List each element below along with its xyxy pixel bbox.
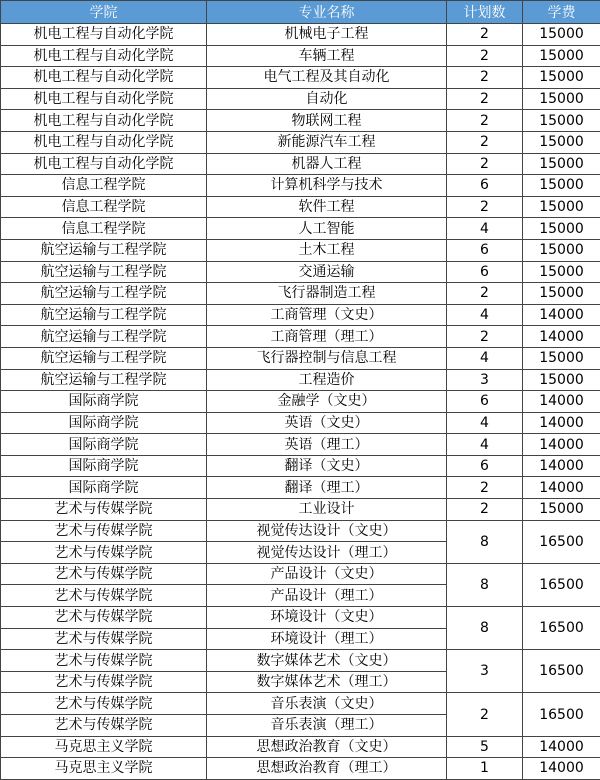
plan-cell-merged: 8	[447, 520, 523, 563]
plan-cell: 1	[447, 758, 523, 780]
table-row	[1, 67, 600, 89]
major-cell: 翻译（理工）	[207, 477, 447, 499]
table-row	[1, 369, 600, 391]
fee-cell: 15000	[523, 261, 600, 283]
college-cell: 信息工程学院	[1, 218, 207, 240]
major-cell: 新能源汽车工程	[207, 131, 447, 153]
fee-cell: 15000	[523, 196, 600, 218]
table-row	[1, 347, 600, 369]
fee-cell: 14000	[523, 412, 600, 434]
major-cell: 工程造价	[207, 369, 447, 391]
plan-cell: 2	[447, 24, 523, 46]
plan-cell-merged: 8	[447, 607, 523, 650]
major-cell: 交通运输	[207, 261, 447, 283]
major-cell: 音乐表演（理工）	[207, 715, 447, 737]
major-cell: 金融学（文史）	[207, 391, 447, 413]
plan-cell: 6	[447, 455, 523, 477]
plan-cell: 4	[447, 218, 523, 240]
college-cell: 艺术与传媒学院	[1, 520, 207, 542]
fee-cell: 14000	[523, 326, 600, 348]
college-cell: 机电工程与自动化学院	[1, 110, 207, 132]
table-row	[1, 326, 600, 348]
plan-cell: 2	[447, 88, 523, 110]
fee-cell: 14000	[523, 736, 600, 758]
college-cell: 艺术与传媒学院	[1, 607, 207, 629]
plan-cell: 6	[447, 239, 523, 261]
college-cell: 航空运输与工程学院	[1, 369, 207, 391]
major-cell: 翻译（文史）	[207, 455, 447, 477]
plan-cell-merged: 2	[447, 693, 523, 736]
college-cell: 艺术与传媒学院	[1, 585, 207, 607]
plan-cell: 2	[447, 283, 523, 305]
fee-cell: 15000	[523, 131, 600, 153]
fee-cell: 15000	[523, 45, 600, 67]
major-cell: 飞行器制造工程	[207, 283, 447, 305]
table-row	[1, 520, 600, 542]
major-cell: 计算机科学与技术	[207, 175, 447, 197]
plan-cell: 2	[447, 326, 523, 348]
college-cell: 国际商学院	[1, 477, 207, 499]
college-cell: 艺术与传媒学院	[1, 715, 207, 737]
college-cell: 机电工程与自动化学院	[1, 24, 207, 46]
college-cell: 信息工程学院	[1, 175, 207, 197]
major-cell: 工业设计	[207, 499, 447, 521]
table-row	[1, 283, 600, 305]
college-cell: 航空运输与工程学院	[1, 326, 207, 348]
table-row	[1, 88, 600, 110]
fee-cell: 14000	[523, 455, 600, 477]
plan-cell: 6	[447, 391, 523, 413]
table-header	[1, 1, 600, 24]
plan-cell: 2	[447, 196, 523, 218]
plan-cell: 2	[447, 110, 523, 132]
header-college: 学院	[1, 1, 207, 24]
plan-cell: 3	[447, 369, 523, 391]
plan-cell: 4	[447, 304, 523, 326]
college-cell: 艺术与传媒学院	[1, 563, 207, 585]
major-cell: 电气工程及其自动化	[207, 67, 447, 89]
fee-cell: 15000	[523, 67, 600, 89]
table-body	[1, 24, 600, 780]
college-cell: 艺术与传媒学院	[1, 628, 207, 650]
major-cell: 物联网工程	[207, 110, 447, 132]
fee-cell: 15000	[523, 153, 600, 175]
fee-cell: 14000	[523, 434, 600, 456]
table-row	[1, 175, 600, 197]
table-row	[1, 391, 600, 413]
major-cell: 数字媒体艺术（文史）	[207, 650, 447, 672]
fee-cell: 15000	[523, 110, 600, 132]
plan-cell: 2	[447, 477, 523, 499]
major-cell: 机器人工程	[207, 153, 447, 175]
major-cell: 环境设计（理工）	[207, 628, 447, 650]
table-row	[1, 499, 600, 521]
college-cell: 艺术与传媒学院	[1, 693, 207, 715]
table-row	[1, 45, 600, 67]
fee-cell: 15000	[523, 499, 600, 521]
college-cell: 航空运输与工程学院	[1, 239, 207, 261]
college-cell: 国际商学院	[1, 412, 207, 434]
college-cell: 机电工程与自动化学院	[1, 45, 207, 67]
college-cell: 马克思主义学院	[1, 736, 207, 758]
plan-cell: 2	[447, 45, 523, 67]
table-row	[1, 412, 600, 434]
table-row	[1, 607, 600, 629]
header-plan: 计划数	[447, 1, 523, 24]
major-cell: 环境设计（文史）	[207, 607, 447, 629]
fee-cell: 15000	[523, 24, 600, 46]
fee-cell: 14000	[523, 477, 600, 499]
college-cell: 艺术与传媒学院	[1, 650, 207, 672]
college-cell: 航空运输与工程学院	[1, 347, 207, 369]
plan-cell: 2	[447, 67, 523, 89]
fee-cell: 15000	[523, 283, 600, 305]
college-cell: 国际商学院	[1, 391, 207, 413]
major-cell: 软件工程	[207, 196, 447, 218]
college-cell: 航空运输与工程学院	[1, 283, 207, 305]
major-cell: 工商管理（文史）	[207, 304, 447, 326]
fee-cell-merged: 16500	[523, 563, 600, 606]
plan-cell-merged: 3	[447, 650, 523, 693]
table-row	[1, 110, 600, 132]
table-row	[1, 650, 600, 672]
major-cell: 产品设计（文史）	[207, 563, 447, 585]
fee-cell-merged: 16500	[523, 650, 600, 693]
table-row	[1, 131, 600, 153]
major-cell: 工商管理（理工）	[207, 326, 447, 348]
plan-cell: 6	[447, 175, 523, 197]
college-cell: 航空运输与工程学院	[1, 261, 207, 283]
table-row	[1, 261, 600, 283]
major-cell: 车辆工程	[207, 45, 447, 67]
table-row	[1, 196, 600, 218]
college-cell: 马克思主义学院	[1, 758, 207, 780]
college-cell: 艺术与传媒学院	[1, 671, 207, 693]
fee-cell: 15000	[523, 239, 600, 261]
major-cell: 数字媒体艺术（理工）	[207, 671, 447, 693]
table-row	[1, 736, 600, 758]
plan-cell: 6	[447, 261, 523, 283]
table-row	[1, 477, 600, 499]
plan-cell: 5	[447, 736, 523, 758]
plan-cell: 2	[447, 153, 523, 175]
major-cell: 机械电子工程	[207, 24, 447, 46]
plan-cell: 4	[447, 434, 523, 456]
header-major: 专业名称	[207, 1, 447, 24]
major-cell: 思想政治教育（理工）	[207, 758, 447, 780]
header-fee: 学费	[523, 1, 600, 24]
fee-cell: 14000	[523, 758, 600, 780]
major-cell: 思想政治教育（文史）	[207, 736, 447, 758]
plan-cell: 4	[447, 412, 523, 434]
table-row	[1, 24, 600, 46]
major-cell: 产品设计（理工）	[207, 585, 447, 607]
table-row	[1, 304, 600, 326]
major-cell: 飞行器控制与信息工程	[207, 347, 447, 369]
college-cell: 信息工程学院	[1, 196, 207, 218]
fee-cell: 15000	[523, 218, 600, 240]
college-cell: 机电工程与自动化学院	[1, 88, 207, 110]
fee-cell-merged: 16500	[523, 520, 600, 563]
college-cell: 艺术与传媒学院	[1, 499, 207, 521]
major-cell: 视觉传达设计（理工）	[207, 542, 447, 564]
major-cell: 英语（文史）	[207, 412, 447, 434]
major-cell: 人工智能	[207, 218, 447, 240]
college-cell: 航空运输与工程学院	[1, 304, 207, 326]
fee-cell: 15000	[523, 347, 600, 369]
table-row	[1, 239, 600, 261]
header-row	[1, 1, 600, 24]
table-row	[1, 218, 600, 240]
plan-cell: 4	[447, 347, 523, 369]
fee-cell-merged: 16500	[523, 693, 600, 736]
table-row	[1, 434, 600, 456]
college-cell: 国际商学院	[1, 434, 207, 456]
fee-cell: 15000	[523, 88, 600, 110]
fee-cell: 15000	[523, 175, 600, 197]
fee-cell: 14000	[523, 391, 600, 413]
table-row	[1, 693, 600, 715]
table-row	[1, 563, 600, 585]
plan-cell: 2	[447, 499, 523, 521]
plan-cell: 2	[447, 131, 523, 153]
fee-cell: 15000	[523, 369, 600, 391]
table-row	[1, 758, 600, 780]
major-cell: 音乐表演（文史）	[207, 693, 447, 715]
major-cell: 土木工程	[207, 239, 447, 261]
major-cell: 视觉传达设计（文史）	[207, 520, 447, 542]
college-cell: 机电工程与自动化学院	[1, 67, 207, 89]
table-row	[1, 153, 600, 175]
fee-cell-merged: 16500	[523, 607, 600, 650]
major-cell: 英语（理工）	[207, 434, 447, 456]
table-row	[1, 455, 600, 477]
college-cell: 机电工程与自动化学院	[1, 131, 207, 153]
major-cell: 自动化	[207, 88, 447, 110]
plan-cell-merged: 8	[447, 563, 523, 606]
fee-cell: 14000	[523, 304, 600, 326]
college-cell: 国际商学院	[1, 455, 207, 477]
college-cell: 艺术与传媒学院	[1, 542, 207, 564]
college-cell: 机电工程与自动化学院	[1, 153, 207, 175]
